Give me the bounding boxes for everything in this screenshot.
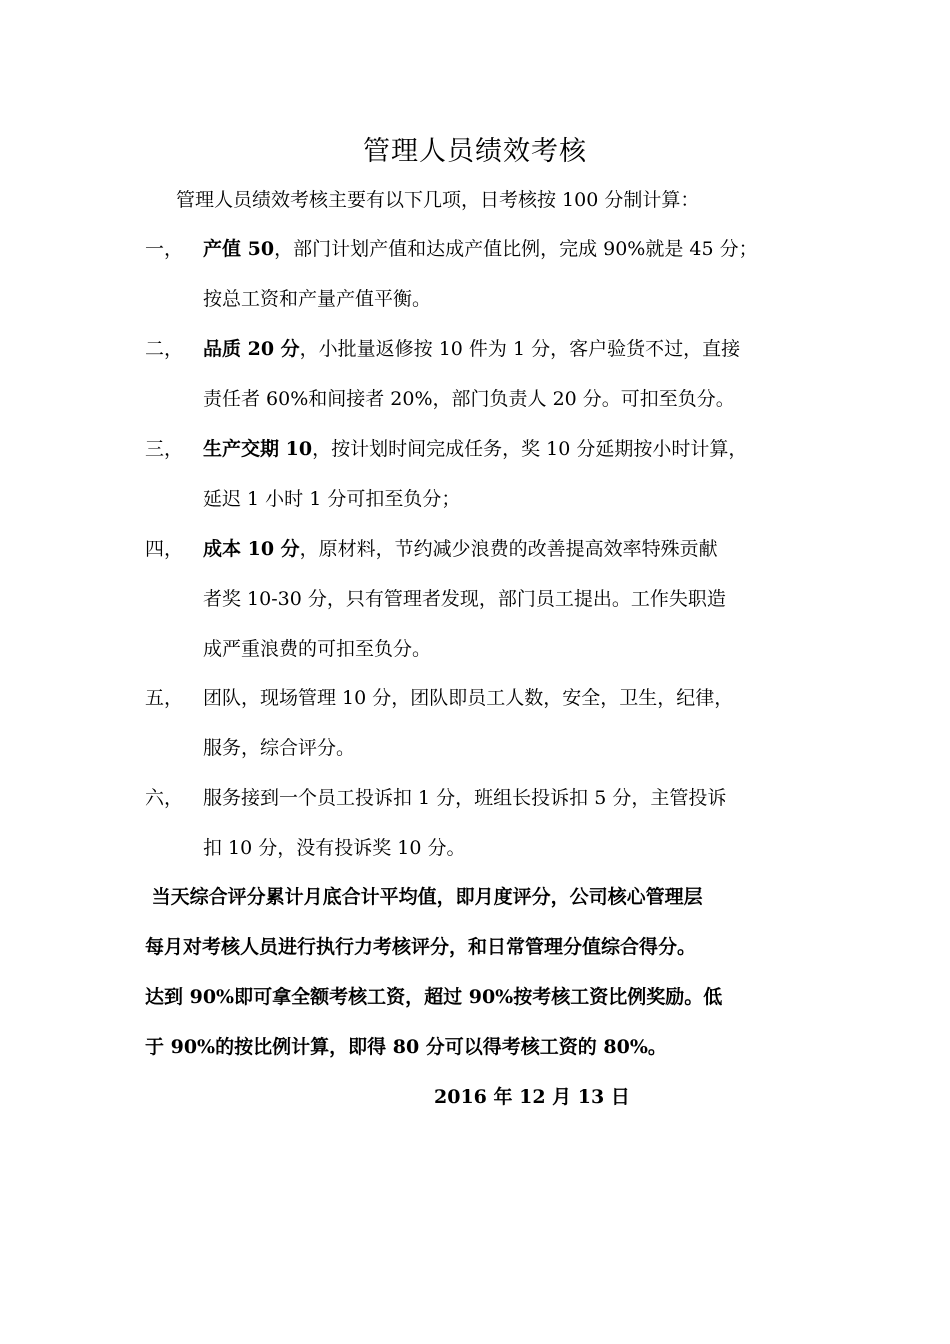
item-number: 四， (145, 538, 184, 560)
document-title: 管理人员绩效考核 (363, 136, 587, 167)
item-heading: 品质 20 分 (203, 338, 300, 360)
item-text: 产值 50，部门计划产值和达成产值比例，完成 90%就是 45 分； 按总工资和产量产值平衡。 (203, 238, 758, 310)
item-number: 六， (145, 787, 184, 809)
item-heading: 产值 50 (203, 238, 275, 260)
item-number: 一， (145, 238, 184, 260)
intro-paragraph: 管理人员绩效考核主要有以下几项，日考核按 100 分制计算： (176, 189, 700, 211)
item-text: 生产交期 10，按计划时间完成任务，奖 10 分延期按小时计算， 延迟 1 小时 1 分可扣至负分； (203, 438, 748, 510)
item-number: 五， (145, 687, 184, 709)
item-text: 品质 20 分，小批量返修按 10 件为 1 分，客户验货不过，直接 责任者 60%和间接者 20%，部门负责人 20 分。可扣至负分。 (203, 338, 741, 410)
item-text: 成本 10 分，原材料，节约减少浪费的改善提高效率特殊贡献 者奖 10-30 分，只有管理者发现，部门员工提出。工作失职造 成严重浪费的可扣至负分。 (203, 538, 726, 660)
item-number: 二， (145, 338, 184, 360)
item-heading: 生产交期 10 (203, 438, 313, 460)
item-number: 三， (145, 438, 184, 460)
item-text: 服务接到一个员工投诉扣 1 分，班组长投诉扣 5 分，主管投诉 扣 10 分，没有投诉奖 10 分。 (203, 787, 727, 859)
item-heading: 成本 10 分 (203, 538, 300, 560)
document-date: 2016 年 12 月 13 日 (434, 1086, 630, 1108)
summary-paragraph: 当天综合评分累计月底合计平均值，即月度评分，公司核心管理层 每月对考核人员进行执行力考核评分，和日常管理分值综合得分。 达到 90%即可拿全额考核工资，超过 90%按考核工资比例奖励。低 于 90%的按比例计算，即得 80 分可以得考核工资的 80%。 (145, 886, 723, 1058)
item-text: 团队，现场管理 10 分，团队即员工人数，安全，卫生，纪律， 服务，综合评分。 (203, 687, 734, 759)
